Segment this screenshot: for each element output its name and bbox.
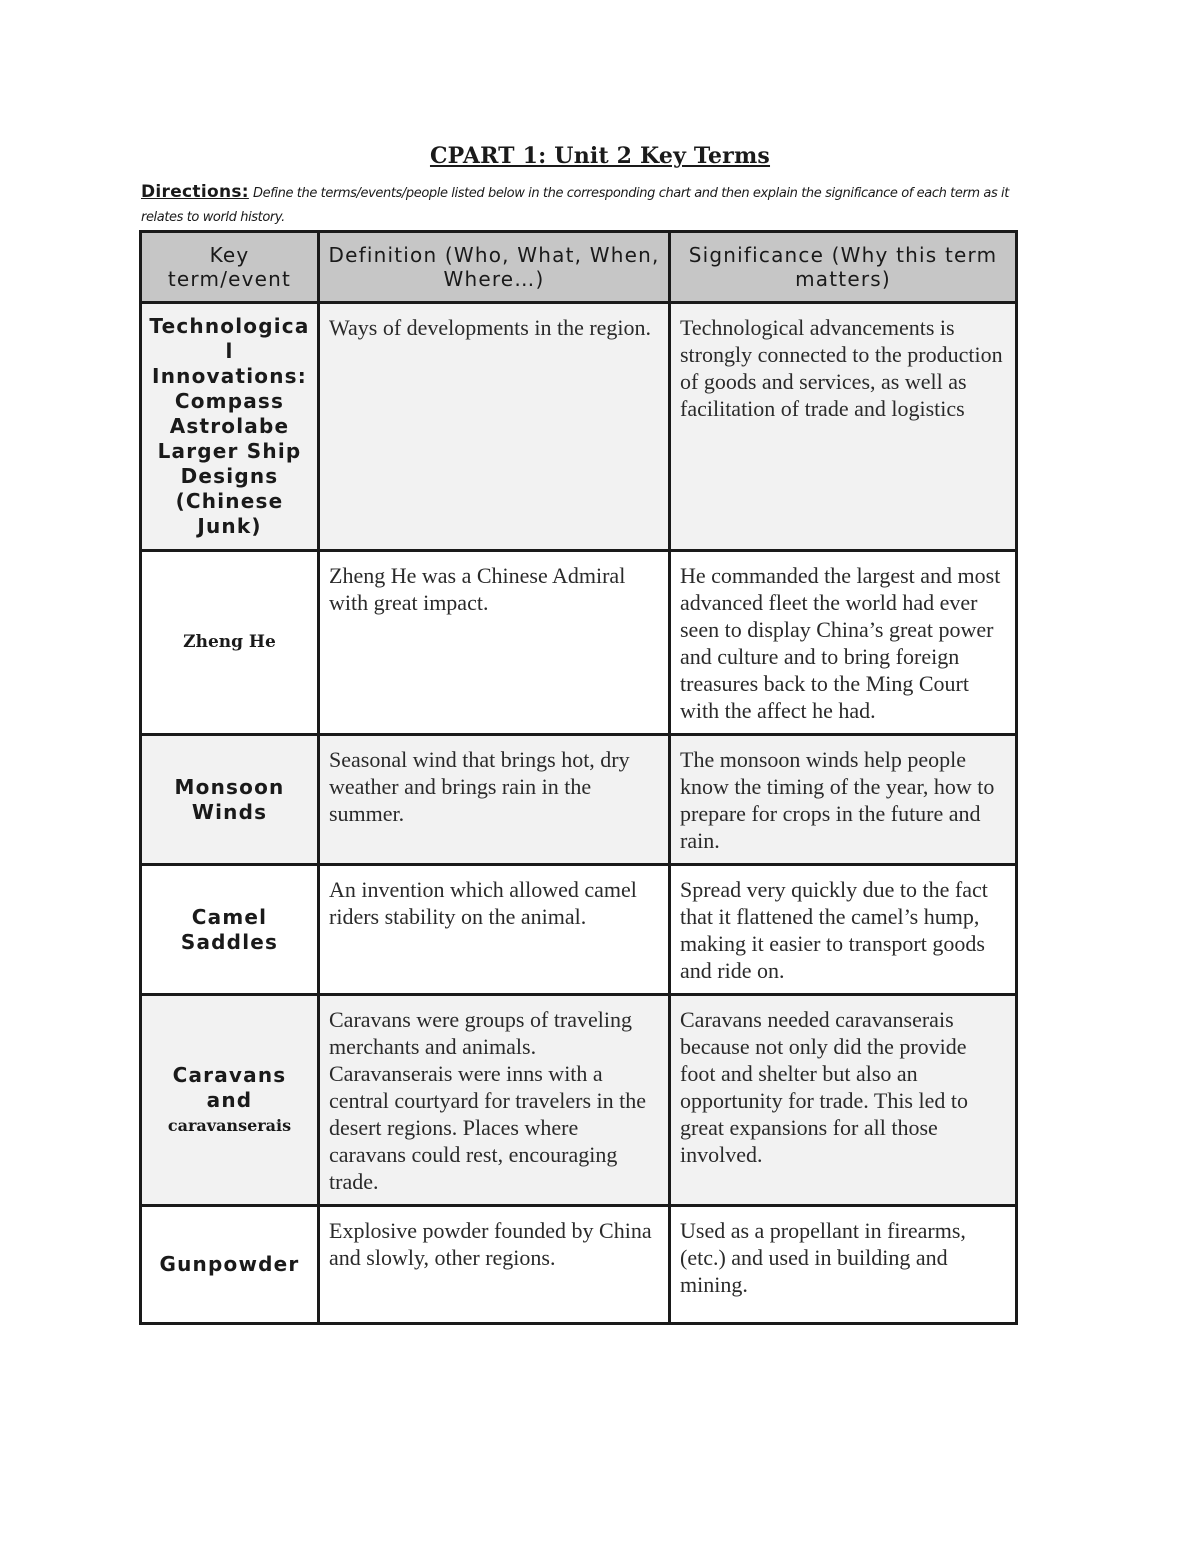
significance-cell: Technological advancements is strongly connected to the production of goods and services, as well as facilitation of trade and logistics [670, 303, 1017, 551]
term-line: Zheng He [183, 632, 276, 652]
table-row [141, 551, 1017, 735]
term-line: Innovations: [152, 364, 307, 388]
term-cell [141, 865, 319, 995]
significance-cell: The monsoon winds help people know the timing of the year, how to prepare for crops in the future and rain. [670, 735, 1017, 865]
term-line: Technologica [149, 314, 310, 338]
table-row [141, 1206, 1017, 1324]
term-line: and [206, 1087, 253, 1112]
term-cell [141, 303, 319, 551]
term-line: Astrolabe [169, 414, 290, 438]
header-definition: Definition (Who, What, When, Where…) [319, 232, 670, 303]
term-line: caravanserais [167, 1115, 292, 1135]
significance-cell: He commanded the largest and most advanced fleet the world had ever seen to display China’s great power and culture and to bring foreign treasures back to the Ming Court with the affect he had. [670, 551, 1017, 735]
term-line: Caravans [172, 1062, 287, 1087]
term-line: Junk) [197, 514, 262, 538]
significance-cell: Spread very quickly due to the fact that it flattened the camel’s hump, making it easier to transport goods and ride on. [670, 865, 1017, 995]
term-line: l [225, 339, 234, 363]
term-line: Camel [191, 904, 268, 929]
term-line: Designs [180, 464, 279, 488]
term-line: Larger Ship [157, 439, 302, 463]
definition-cell: Explosive powder founded by China and slowly, other regions. [319, 1206, 670, 1324]
term-cell [141, 551, 319, 735]
header-significance: Significance (Why this term matters) [670, 232, 1017, 303]
term-cell [141, 1206, 319, 1324]
term-line: Monsoon [174, 774, 285, 799]
term-line: Compass [174, 389, 285, 413]
directions-text: Define the terms/events/people listed below in the corresponding chart and then explain the significance of each term as it relates to world history. [141, 186, 1009, 225]
directions-label: Directions: [141, 182, 249, 202]
page-title: CPART 1: Unit 2 Key Terms [429, 143, 771, 169]
table-row [141, 303, 1017, 551]
definition-cell: An invention which allowed camel riders stability on the animal. [319, 865, 670, 995]
term-line: Winds [191, 799, 268, 824]
significance-cell: Caravans needed caravanserais because not only did the provide foot and shelter but also an opportunity for trade. This led to great expansions for all those involved. [670, 995, 1017, 1206]
term-line: Saddles [180, 929, 279, 954]
term-cell [141, 735, 319, 865]
term-cell [141, 995, 319, 1206]
table-row [141, 995, 1017, 1206]
key-terms-table [139, 230, 1018, 1325]
term-line: Gunpowder [159, 1252, 300, 1276]
header-key-term: Key term/event [141, 232, 319, 303]
table-row [141, 735, 1017, 865]
directions [141, 180, 1046, 230]
definition-cell: Ways of developments in the region. [319, 303, 670, 551]
definition-cell: Caravans were groups of traveling merchants and animals. Caravanserais were inns with a central courtyard for travelers in the desert regions. Places where caravans could rest, encouraging trade. [319, 995, 670, 1206]
significance-cell: Used as a propellant in firearms, (etc.) and used in building and mining. [670, 1206, 1017, 1324]
table-row [141, 865, 1017, 995]
definition-cell: Zheng He was a Chinese Admiral with great impact. [319, 551, 670, 735]
definition-cell: Seasonal wind that brings hot, dry weather and brings rain in the summer. [319, 735, 670, 865]
term-line: (Chinese [175, 489, 284, 513]
table-header-row [141, 232, 1017, 303]
